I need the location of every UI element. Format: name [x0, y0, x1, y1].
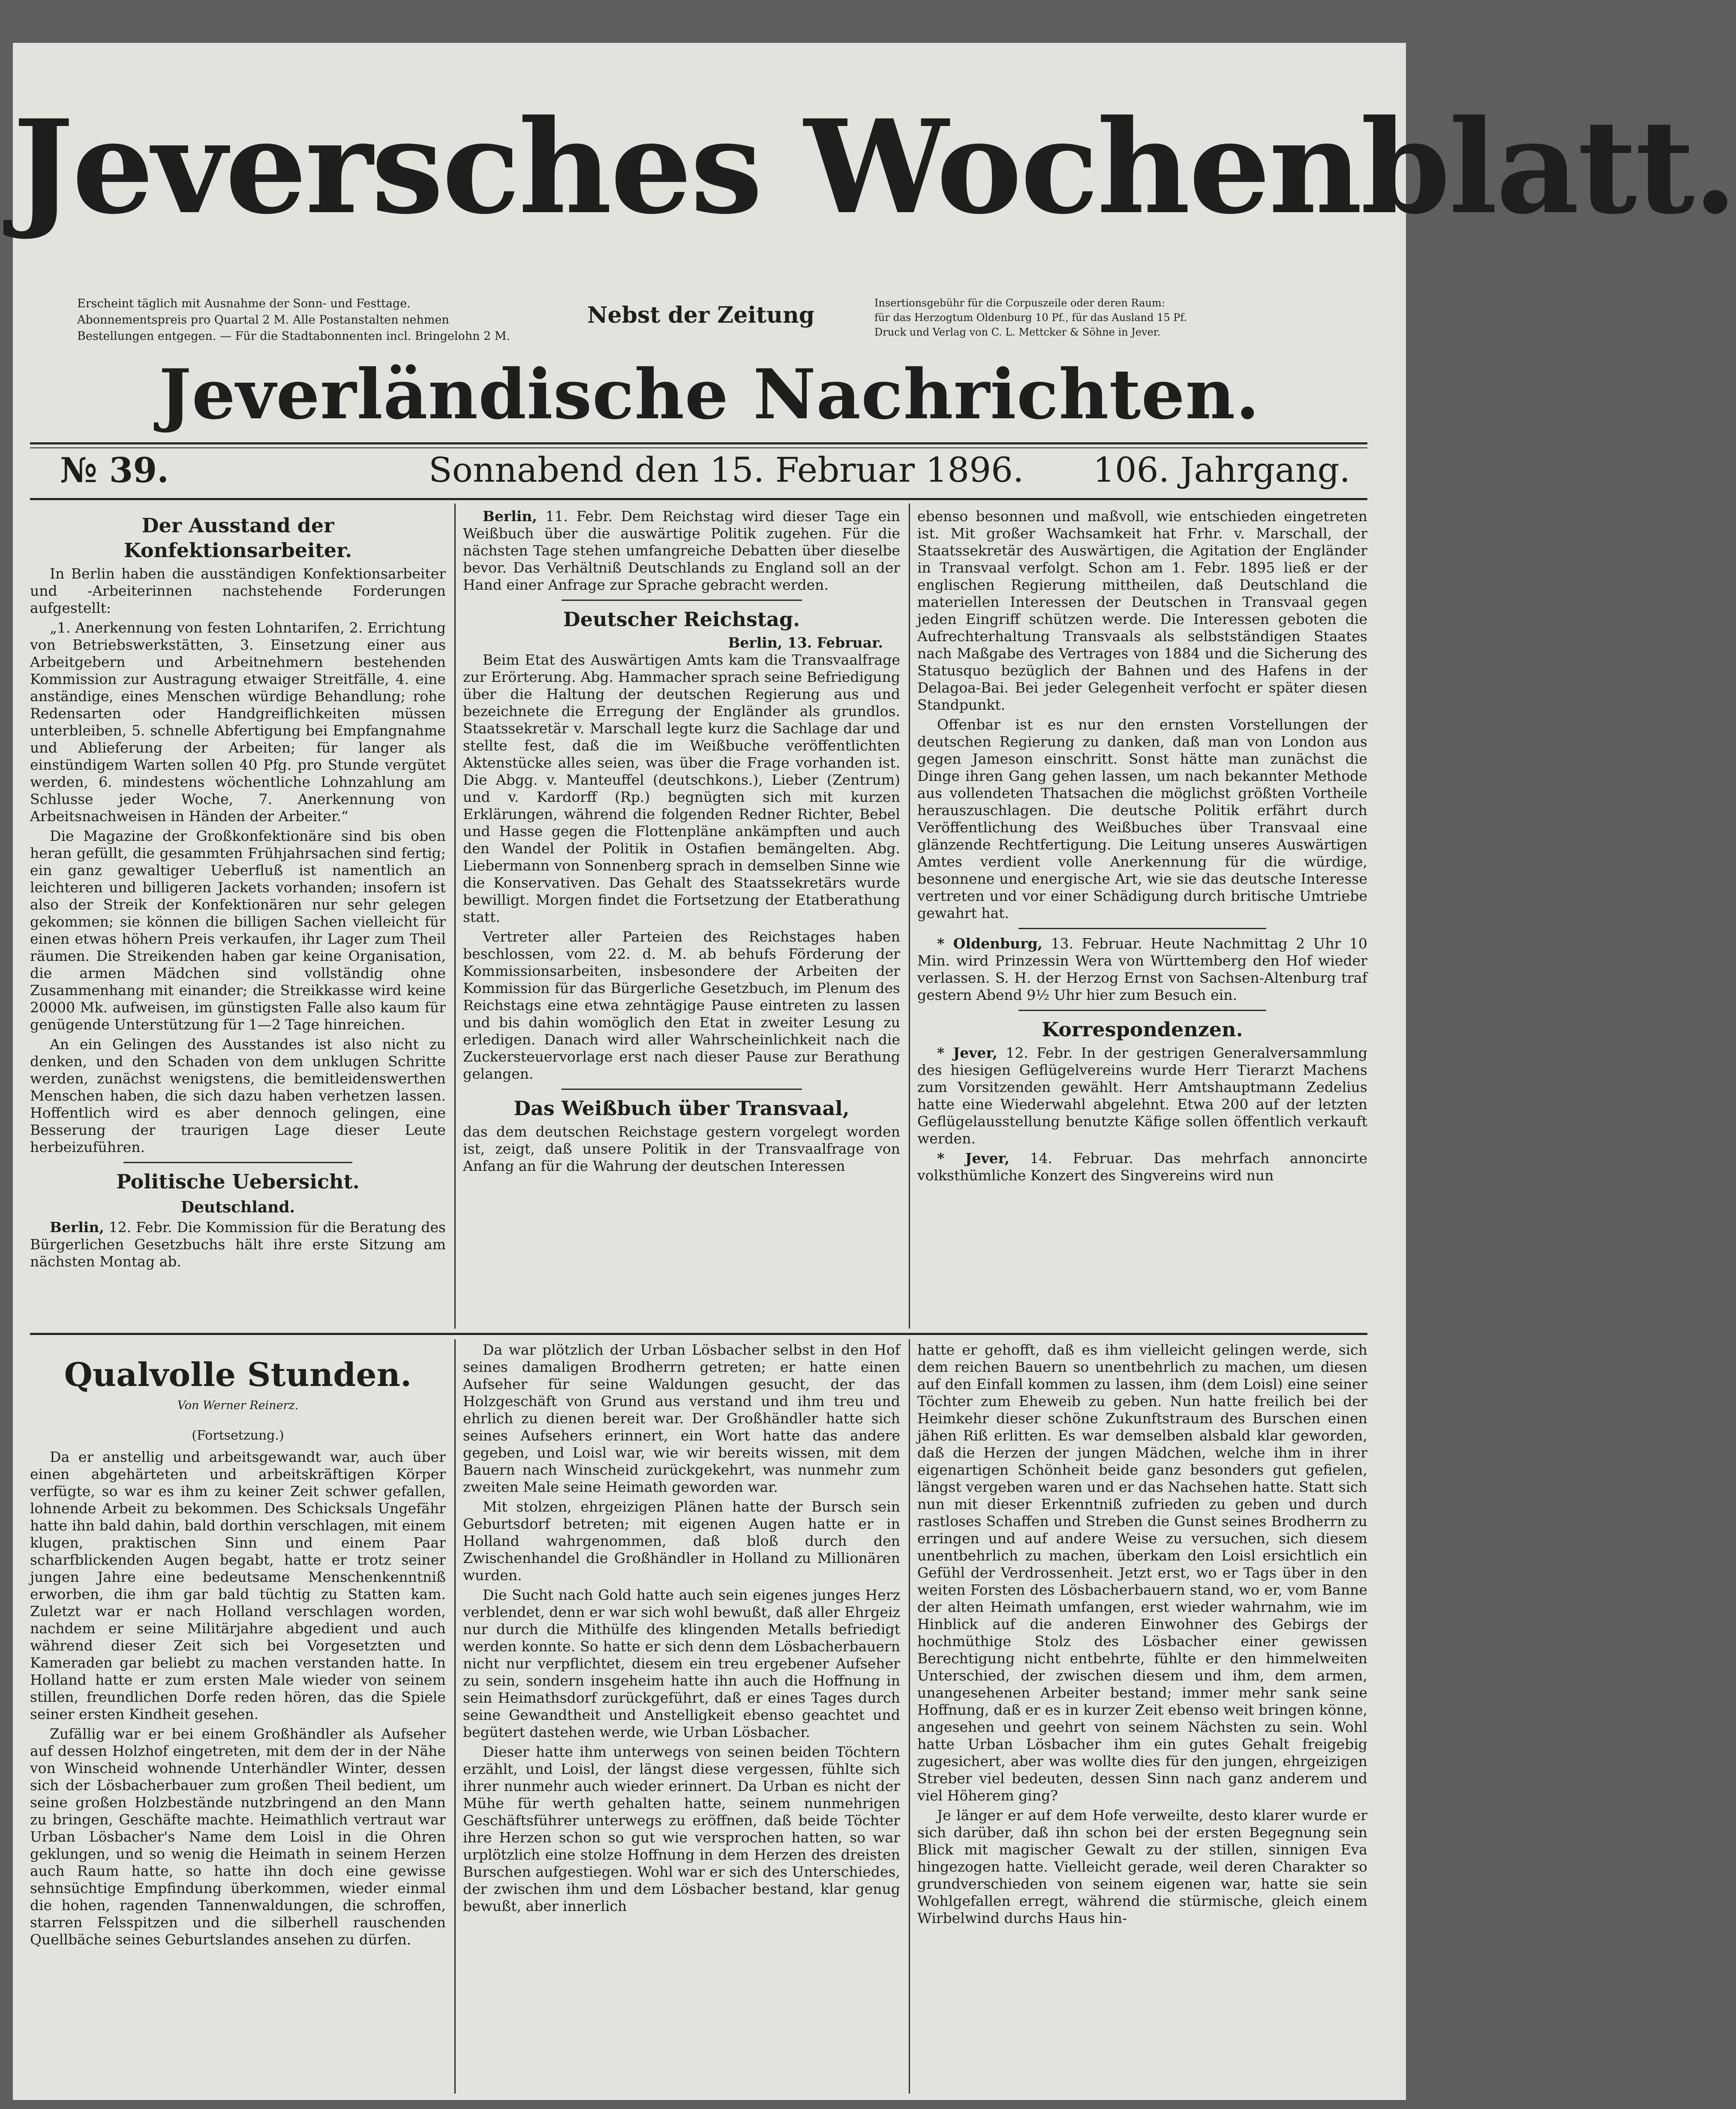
column-divider	[909, 1339, 910, 2094]
story-paragraph: Die Sucht nach Gold hatte auch sein eigenes junges Herz verblendet, denn er war sich wohl bewußt, daß aller Ehrgeiz nur durch die Mithülfe des klingenden Metalls befriedigt werden konnte. So hatte er sich denn dem Lösbacherbauern nicht nur verpflichtet, diesem ein treu ergebener Aufseher zu sein, sondern insgeheim hatte ihn auch die Hoffnung in sein Heimathsdorf zurückgeführt, daß er eines Tages durch seine Gewandtheit und Anstelligkeit ebenso geachtet und begütert dastehen werde, wie Urban Lösbacher.	[463, 1587, 900, 1740]
dateline: * Jever,	[937, 1044, 997, 1061]
article-heading: Das Weißbuch über Transvaal,	[514, 1097, 850, 1120]
column-divider	[454, 1339, 456, 2094]
article-paragraph: 13. Februar. Heute Nachmittag 2 Uhr 10 Min. wird Prinzessin Wera von Württemberg den Hof wieder verlassen. S. H. der Herzog Ernst von Sachsen-Altenburg traf gestern Abend 9½ Uhr hier zum Besuch ein.	[917, 935, 1367, 1003]
article-paragraph: 11. Febr. Dem Reichstag wird dieser Tage ein Weißbuch über die auswärtige Politik zugehen. Für die nächsten Tage stehen umfangreiche Debatten über dieselbe bevor. Das Verhältniß Deutschlands zu England soll an der Hand einer Anfrage zur Sprache gebracht werden.	[463, 508, 900, 593]
dateline-bottom-rule	[30, 498, 1367, 500]
article-paragraph: Die Magazine der Großkonfektionäre sind bis oben heran gefüllt, die gesammten Frühjahrsachen sind fertig; ein ganz gewaltiger Ueberfluß ist namentlich an leichteren und billigeren Jackets vorhanden; insofern ist also der Streik der Konfektionären nur sehr gelegen gekommen; sie können die billigen Sachen vielleicht für einen etwas höhern Preis verkaufen, ihr Lager zum Theil räumen. Die Streikenden haben gar keine Organisation, die armen Mädchen sind vollständig ohne Zusammenhang mit einander; die Streikkasse wird keine 20000 Mk. aufweisen, im günstigsten Falle also kaum für genügende Unterstützung für 1—2 Tage hinreichen.	[30, 828, 446, 1033]
info-line: Druck und Verlag von C. L. Mettcker & Söhne in Jever.	[874, 326, 1161, 338]
volume-number: 106. Jahrgang.	[1093, 450, 1351, 490]
section-separator	[1018, 928, 1266, 929]
story-paragraph: Da war plötzlich der Urban Lösbacher selbst in den Hof seines damaligen Brodherrn getreten; er hatte einen Aufseher für seine Waldungen gesucht, der das Holzgeschäft von Grund aus verstand und ihm treu und ehrlich zu dienen bereit war. Der Großhändler hatte sich seines Aufsehers erinnert, ein Wort hatte das andere gegeben, und Loisl war, wie wir bereits wissen, mit dem Bauern nach Winscheid zurückgekehrt, was nunmehr zum zweiten Male seine Heimath geworden war.	[463, 1341, 900, 1495]
story-title: Qualvolle Stunden.	[64, 1356, 412, 1394]
article-paragraph: „1. Anerkennung von festen Lohntarifen, 2. Errichtung von Betriebswerkstätten, 3. Einsetzung einer aus Arbeitgebern und Arbeitnehmern bestehenden Kommission zur Austragung etwaiger Streitfälle, 4. eine anständige, eines Menschen würdige Behandlung; rohe Redensarten oder Handgreiflichkeiten müssen unterbleiben, 5. schnelle Abfertigung bei Empfangnahme und Ablieferung der Arbeiten; für langer als einstündigem Warten sollen 40 Pfg. pro Stunde vergütet werden, 6. mindestens wöchentliche Lohnzahlung am Schlusse jeder Woche, 7. Anerkennung von Arbeitsnachweisen in Händen der Arbeiter.“	[30, 619, 446, 825]
info-line: Bestellungen entgegen. — Für die Stadtabonnenten incl. Bringelohn 2 M.	[77, 330, 511, 343]
section-separator	[123, 1162, 352, 1163]
advertising-info	[874, 296, 1187, 339]
subsection-heading: Deutschland.	[180, 1198, 295, 1216]
article-paragraph: das dem deutschen Reichstage gestern vorgelegt worden ist, zeigt, daß unsere Politik in der Transvaalfrage von Anfang an für die Wahrung der deutschen Interessen	[463, 1123, 900, 1174]
section-heading: Korrespondenzen.	[1042, 1018, 1243, 1041]
dateline: * Oldenburg,	[937, 935, 1043, 952]
column-divider	[909, 504, 910, 1329]
article-heading: Deutscher Reichstag.	[563, 608, 800, 631]
info-line: Abonnementspreis pro Quartal 2 M. Alle Postanstalten nehmen	[77, 313, 449, 327]
issue-number: № 39.	[60, 450, 169, 490]
section-separator	[1018, 1010, 1266, 1011]
issue-date: Sonnabend den 15. Februar 1896.	[429, 450, 1024, 490]
newspaper-page	[13, 43, 1736, 2100]
story-column-3	[917, 1341, 1367, 2096]
article-column-1	[30, 508, 446, 1324]
dateline: Berlin,	[483, 508, 537, 525]
article-paragraph: 12. Febr. In der gestrigen Generalversammlung des hiesigen Geflügelvereins wurde Herr Tierarzt Machens zum Vorsitzenden gewählt. Herr Amtshauptmann Zedelius hatte eine Wiederwahl abgelehnt. Etwa 200 auf der letzten Geflügelausstellung benutzte Käfige sollen öffentlich verkauft werden.	[917, 1044, 1368, 1147]
dateline: Berlin, 13. Februar.	[728, 634, 883, 651]
story-paragraph: Zufällig war er bei einem Großhändler als Aufseher auf dessen Holzhof eingetreten, mit dem der in der Nähe von Winscheid wohnende Unterhändler Winter, dessen sich der Lösbacherbauer zum großen Theil bedient, um seine großen Holzbestände nutzbringend an den Mann zu bringen, Geschäfte machte. Heimathlich vertraut war Urban Lösbacher's Name dem Loisl in die Ohren geklungen, und so wenig die Heimath in seinem Herzen auch Raum hatte, so hatte ihn doch eine gewisse sehnsüchtige Empfindung überkommen, wieder einmal die hohen, ragenden Tannenwaldungen, die schroffen, starren Felsspitzen und die silberhell rauschenden Quellbäche seines Geburtslandes ansehen zu dürfen.	[30, 1725, 446, 1948]
story-column-1	[30, 1341, 446, 2096]
dateline-top-rule-thin	[30, 447, 1367, 448]
article-column-3	[917, 508, 1367, 1324]
story-paragraph: Da er anstellig und arbeitsgewandt war, auch über einen abgehärteten und arbeitskräftigen Körper verfügte, so war es ihm zu keiner Zeit schwer gefallen, lohnende Arbeit zu bekommen. Des Schicksals Ungefähr hatte ihn bald dahin, bald dorthin verschlagen, mit einem klugen, praktischen Sinn und einem Paar scharfblickenden Augen begabt, hatte er trotz seiner jungen Jahre eine bedeutsame Menschenkenntniß erworben, die ihm gar bald tüchtig zu Statten kam. Zuletzt war er nach Holland verschlagen worden, nachdem er seine Militärjahre abgedient und auch während dieser Zeit sich bei Vorgesetzten und Kameraden gar beliebt zu machen verstanden hatte. In Holland hatte er zum ersten Male wieder von seinem stillen, freundlichen Dorfe reden hören, das die Spiele seiner ersten Kindheit gesehen.	[30, 1449, 446, 1722]
story-paragraph: Je länger er auf dem Hofe verweilte, desto klarer wurde er sich darüber, daß ihn schon bei der ersten Begegnung sein Blick mit magischer Gewalt zu der stillen, sinnigen Eva hingezogen hatte. Vielleicht gerade, weil deren Charakter so grundverschieden von seinem eigenen war, hatte sie sein Wohlgefallen erregt, während die stürmische, gleich einem Wirbelwind durchs Haus hin-	[917, 1807, 1367, 1926]
article-heading: Der Ausstand der Konfektionsarbeiter.	[123, 514, 352, 562]
article-paragraph: Vertreter aller Parteien des Reichstages haben beschlossen, vom 22. d. M. ab behufs Förderung der Kommissionsarbeiten, insbesondere der Arbeiten der Kommission für das Bürgerliche Gesetzbuch, im Plenum des Reichstags eine etwa zehntägige Pause eintreten zu lassen und bis dahin womöglich den Etat in zweiter Lesung zu erledigen. Danach wird aller Wahrscheinlichkeit nach die Zuckersteuervorlage erst nach dieser Pause zur Berathung gelangen.	[463, 928, 900, 1082]
masthead-title: Jeversches Wochenblatt.	[13, 91, 1736, 243]
dateline: Berlin,	[50, 1219, 104, 1236]
section-heading: Politische Uebersicht.	[116, 1170, 360, 1193]
story-paragraph: Mit stolzen, ehrgeizigen Plänen hatte der Bursch sein Geburtsdorf betreten; mit eigenen Augen hatte er in Holland wahrgenommen, daß bloß durch den Zwischenhandel die Großhändler in Holland zu Millionären wurden.	[463, 1498, 900, 1584]
feuilleton-rule	[30, 1333, 1367, 1335]
article-paragraph: Offenbar ist es nur den ernsten Vorstellungen der deutschen Regierung zu danken, daß man von London aus gegen Jameson einschritt. Sonst hätte man zunächst die Dinge ihren Gang gehen lassen, um nach bekannter Methode aus vollendeten Thatsachen die möglichst größten Vortheile herauszuschlagen. Die deutsche Politik erfährt durch Veröffentlichung des Weißbuches über Transvaal eine glänzende Rechtfertigung. Die Leitung unseres Auswärtigen Amtes verdient volle Anerkennung für die würdige, besonnene und energische Art, wie sie das deutsche Interesse vertreten und vor einer Schädigung durch britische Umtriebe gewahrt hat.	[917, 716, 1367, 921]
article-paragraph: 14. Februar. Das mehrfach annoncirte volksthümliche Konzert des Singvereins wird nun	[917, 1150, 1367, 1184]
info-line: für das Herzogtum Oldenburg 10 Pf., für das Ausland 15 Pf.	[874, 312, 1187, 324]
subscription-info	[77, 296, 510, 345]
column-divider	[454, 504, 456, 1329]
article-paragraph: In Berlin haben die ausständigen Konfektionsarbeiter und -Arbeiterinnen nachstehende Forderungen aufgestellt:	[30, 565, 446, 616]
info-line: Insertionsgebühr für die Corpuszeile oder deren Raum:	[874, 297, 1165, 309]
story-paragraph: hatte er gehofft, daß es ihm vielleicht gelingen werde, sich dem reichen Bauern so unentbehrlich zu machen, um diesen auf den Einfall kommen zu lassen, ihm (dem Loisl) eine seiner Töchter zum Eheweib zu geben. Nun hatte freilich bei der Heimkehr dieser schöne Zukunftstraum des Burschen einen jähen Riß erlitten. Es war demselben alsbald klar geworden, daß die Herzen der jungen Mädchen, welche ihm in ihrer eigenartigen Schönheit beide ganz besonders gut gefielen, längst vergeben waren und er das Nachsehen hatte. Statt sich nun mit dieser Erkenntniß zufrieden zu geben und durch rastloses Schaffen und Streben die Gunst seines Brodherrn zu erringen und auf andere Weise zu versuchen, sich diesem unentbehrlich zu machen, überkam den Loisl ersichtlich ein Gefühl der Verdrossenheit. Jetzt erst, wo er Tags über in den weiten Forsten des Lösbacherbauern stand, wo er, vom Banne der alten Heimath umfangen, erst wieder wahrnahm, wie im Hinblick auf die anderen Einwohner des Gebirgs der hochmüthige Stolz des Lösbacher einer gewissen Berechtigung nicht entbehrte, fühlte er den himmelweiten Unterschied, der zwischen diesem und ihm, dem armen, unangesehenen Arbeiter bestand; immer mehr sank seine Hoffnung, daß er es in kurzer Zeit ebenso weit bringen könne, angesehen und geehrt von seinem Nächsten zu sein. Wohl hatte Urban Lösbacher ihm ein gutes Gehalt freigebig zugesichert, aber was wollte dies für den jungen, ehrgeizigen Streber viel bedeuten, dessen Sinn nach ganz anderem und viel Höherem ging?	[917, 1341, 1367, 1804]
story-author: Von Werner Reinerz.	[177, 1399, 299, 1412]
article-paragraph: An ein Gelingen des Ausstandes ist also nicht zu denken, und den Schaden von dem unklugen Schritte werden, zunächst wenigstens, die bemitleidenswerthen Menschen haben, die sich dazu haben verhetzen lassen. Hoffentlich wird es aber dennoch gelingen, eine Besserung der traurigen Lage dieser Leute herbeizuführen.	[30, 1036, 446, 1155]
article-paragraph: 12. Febr. Die Kommission für die Beratung des Bürgerlichen Gesetzbuchs hält ihre erste Sitzung am nächsten Montag ab.	[30, 1219, 446, 1270]
story-column-2	[463, 1341, 900, 2096]
dateline-top-rule	[30, 442, 1367, 444]
section-separator	[562, 1089, 802, 1090]
info-line: Erscheint täglich mit Ausnahme der Sonn- und Festtage.	[77, 297, 411, 310]
supplement-note: Nebst der Zeitung	[587, 302, 815, 328]
article-column-2	[463, 508, 900, 1324]
masthead-subtitle: Jeverländische Nachrichten.	[159, 354, 1260, 435]
story-paragraph: Dieser hatte ihm unterwegs von seinen beiden Töchtern erzählt, und Loisl, der längst diese vergessen, fühlte sich ihrer nunmehr auch wieder erinnert. Da Urban es nicht der Mühe für werth gehalten hatte, seinem nunmehrigen Geschäftsführer unterwegs zu eröffnen, daß beide Töchter ihre Herzen schon so gut wie versprochen hatten, so war urplötzlich eine stolze Hoffnung in dem Herzen des dreisten Burschen aufgestiegen. Wohl war er sich des Unterschiedes, der zwischen ihm und dem Lösbacher bestand, klar genug bewußt, aber innerlich	[463, 1743, 900, 1914]
article-paragraph: ebenso besonnen und maßvoll, wie entschieden eingetreten ist. Mit großer Wachsamkeit hat Frhr. v. Marschall, der Staatssekretär des Auswärtigen, die Agitation der Engländer in Transvaal verfolgt. Schon am 1. Febr. 1895 ließ er der englischen Regierung mittheilen, daß Deutschland die materiellen Interessen der Deutschen in Transvaal gegen jeden Eingriff schützen werde. Die Interessen geboten die Aufrechterhaltung Transvaals als selbstständigen Staates nach Maßgabe des Vertrages von 1884 und die Sicherung des Statusquo bezüglich der Bahnen und des Hafens in der Delagoa-Bai. Bei jeder Gelegenheit verfocht er später diesen Standpunkt.	[917, 508, 1367, 713]
dateline: * Jever,	[937, 1150, 1010, 1167]
section-separator	[562, 600, 802, 601]
article-paragraph: Beim Etat des Auswärtigen Amts kam die Transvaalfrage zur Erörterung. Abg. Hammacher sprach seine Befriedigung über die Haltung der deutschen Regierung aus und bezeichnete die Erregung der Engländer als grundlos. Staatssekretär v. Marschall legte kurz die Sachlage dar und stellte fest, daß die im Weißbuche veröffentlichten Aktenstücke alles seien, was über die Frage vorhanden ist. Die Abgg. v. Manteuffel (deutschkons.), Lieber (Zentrum) und v. Kardorff (Rp.) begnügten sich mit kurzen Erklärungen, während die folgenden Redner Richter, Bebel und Hasse gegen die Flottenpläne ankämpften und auch den Wandel der Politik in Ostafien bemängelten. Abg. Liebermann von Sonnenberg sprach in demselben Sinne wie die Konservativen. Das Gehalt des Staatssekretärs wurde bewilligt. Morgen findet die Fortsetzung der Etatberathung statt.	[463, 651, 900, 925]
continuation-note: (Fortsetzung.)	[192, 1428, 284, 1443]
